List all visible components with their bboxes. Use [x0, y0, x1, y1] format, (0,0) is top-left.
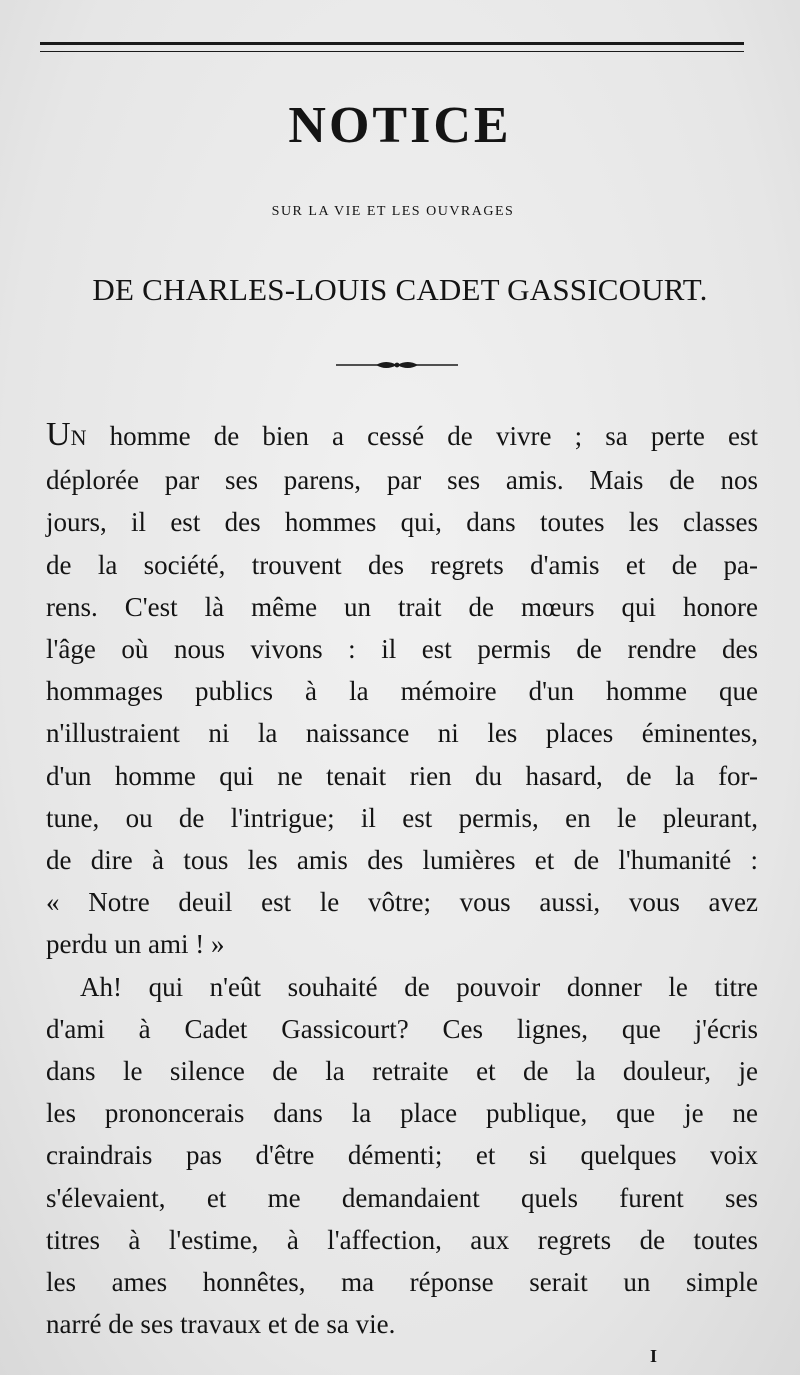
- text-line: hommages publics à la mémoire d'un homme que: [46, 676, 758, 707]
- text-line-content: homme de bien a cessé de vivre ; sa perte est: [86, 421, 758, 451]
- text-line: narré de ses travaux et de sa vie.: [46, 1309, 396, 1340]
- drop-initial: U: [46, 416, 71, 453]
- text-line: déplorée par ses parens, par ses amis. Mais de nos: [46, 465, 758, 496]
- page-subtitle: SUR LA VIE ET LES OUVRAGES: [271, 204, 515, 219]
- signature-mark: I: [650, 1346, 658, 1366]
- text-line: jours, il est des hommes qui, dans toutes les classes: [46, 507, 758, 538]
- text-line: Ah! qui n'eût souhaité de pouvoir donner le titre: [80, 971, 758, 1002]
- text-line: titres à l'estime, à l'affection, aux regrets de toutes: [46, 1224, 758, 1255]
- text-line: d'ami à Cadet Gassicourt? Ces lignes, que j'écris: [46, 1013, 758, 1044]
- paragraph-2: [46, 966, 758, 1346]
- header-double-rule: [40, 42, 744, 52]
- text-line: « Notre deuil est le vôtre; vous aussi, vous avez: [46, 887, 758, 918]
- text-line: de dire à tous les amis des lumières et de l'humanité :: [46, 845, 758, 876]
- text-line: n'illustraient ni la naissance ni les places éminentes,: [46, 718, 758, 749]
- subject-name: DE CHARLES-LOUIS CADET GASSICOURT.: [92, 272, 708, 307]
- text-line: tune, ou de l'intrigue; il est permis, en le pleurant,: [46, 802, 758, 833]
- text-line: dans le silence de la retraite et de la douleur, je: [46, 1056, 758, 1087]
- text-line: [46, 414, 758, 459]
- text-line: craindrais pas d'être démenti; et si quelques voix: [46, 1140, 758, 1171]
- article-body: [46, 414, 758, 1345]
- small-caps-rest: N: [70, 425, 87, 450]
- text-line: l'âge où nous vivons : il est permis de rendre des: [46, 634, 758, 665]
- text-line: les ames honnêtes, ma réponse serait un simple: [46, 1267, 758, 1298]
- ornament-divider-icon: [336, 355, 458, 375]
- text-line: de la société, trouvent des regrets d'amis et de pa-: [46, 549, 758, 580]
- text-line: d'un homme qui ne tenait rien du hasard, de la for-: [46, 760, 758, 791]
- text-line: les prononcerais dans la place publique, que je ne: [46, 1098, 758, 1129]
- text-line: s'élevaient, et me demandaient quels furent ses: [46, 1182, 758, 1213]
- paragraph-1: [46, 414, 758, 966]
- page-title: NOTICE: [288, 97, 512, 154]
- text-line: perdu un ami ! »: [46, 929, 225, 960]
- text-line: rens. C'est là même un trait de mœurs qui honore: [46, 591, 758, 622]
